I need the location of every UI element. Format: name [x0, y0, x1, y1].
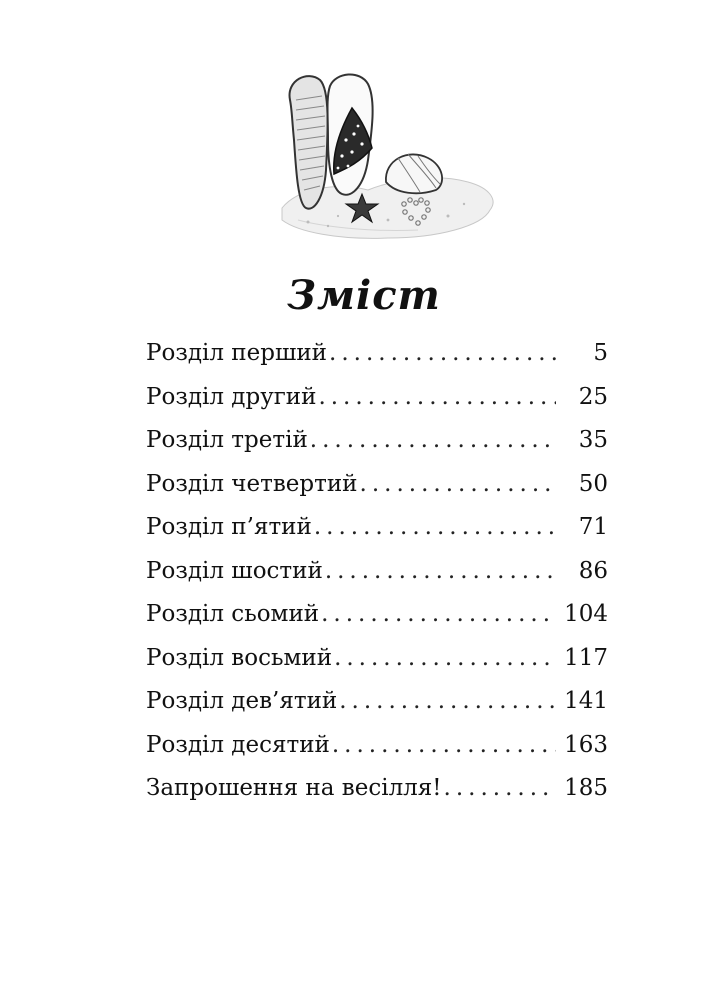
toc-entry-page: 117: [564, 644, 608, 671]
toc-leader-dots: [321, 601, 556, 627]
toc-entry: [146, 340, 608, 384]
toc-entry-page: 141: [564, 688, 608, 714]
toc-entry: [146, 558, 608, 602]
toc-entry: [146, 645, 608, 689]
toc-entry-label: Розділ шостий: [146, 557, 323, 584]
toc-entry-label: Розділ перший: [146, 340, 328, 366]
flip-flops-and-shells-icon: [268, 70, 500, 250]
toc-entry-page: 86: [578, 557, 608, 584]
toc-entry-label: Розділ дев’ятий: [146, 688, 338, 714]
table-of-contents: [146, 340, 608, 819]
toc-entry-label: Розділ п’ятий: [146, 514, 312, 540]
toc-entry-page: 35: [578, 427, 608, 453]
toc-entry: [146, 514, 608, 558]
toc-entry-label: Розділ сьомий: [146, 601, 320, 627]
toc-leader-dots: [325, 558, 556, 584]
toc-entry-page: 50: [578, 470, 608, 497]
toc-entry-page: 71: [578, 514, 608, 540]
toc-entry: [146, 384, 608, 428]
toc-entry: [146, 427, 608, 471]
toc-entry-label: Запрошення на весілля!: [146, 775, 442, 801]
toc-entry: [146, 471, 608, 515]
toc-leader-dots: [318, 384, 556, 410]
toc-leader-dots: [444, 775, 556, 801]
toc-leader-dots: [332, 732, 556, 758]
toc-leader-dots: [310, 427, 556, 453]
toc-leader-dots: [314, 514, 556, 540]
page-title: Зміст: [287, 272, 441, 319]
toc-entry-page: 25: [578, 383, 608, 410]
toc-leader-dots: [339, 688, 556, 714]
toc-entry-page: 163: [564, 731, 608, 758]
toc-leader-dots: [329, 340, 556, 366]
toc-entry-page: 185: [564, 775, 608, 801]
toc-entry: [146, 601, 608, 645]
toc-entry-label: Розділ десятий: [146, 731, 330, 758]
toc-entry: [146, 732, 608, 776]
toc-leader-dots: [360, 471, 556, 497]
toc-leader-dots: [334, 645, 556, 671]
toc-entry-label: Розділ четвертий: [146, 470, 358, 497]
toc-entry: [146, 775, 608, 819]
toc-entry-label: Розділ третій: [146, 427, 308, 453]
toc-entry-page: 5: [593, 340, 608, 366]
toc-entry-page: 104: [564, 601, 608, 627]
toc-entry-label: Розділ восьмий: [146, 644, 333, 671]
toc-entry-label: Розділ другий: [146, 383, 317, 410]
toc-entry: [146, 688, 608, 732]
